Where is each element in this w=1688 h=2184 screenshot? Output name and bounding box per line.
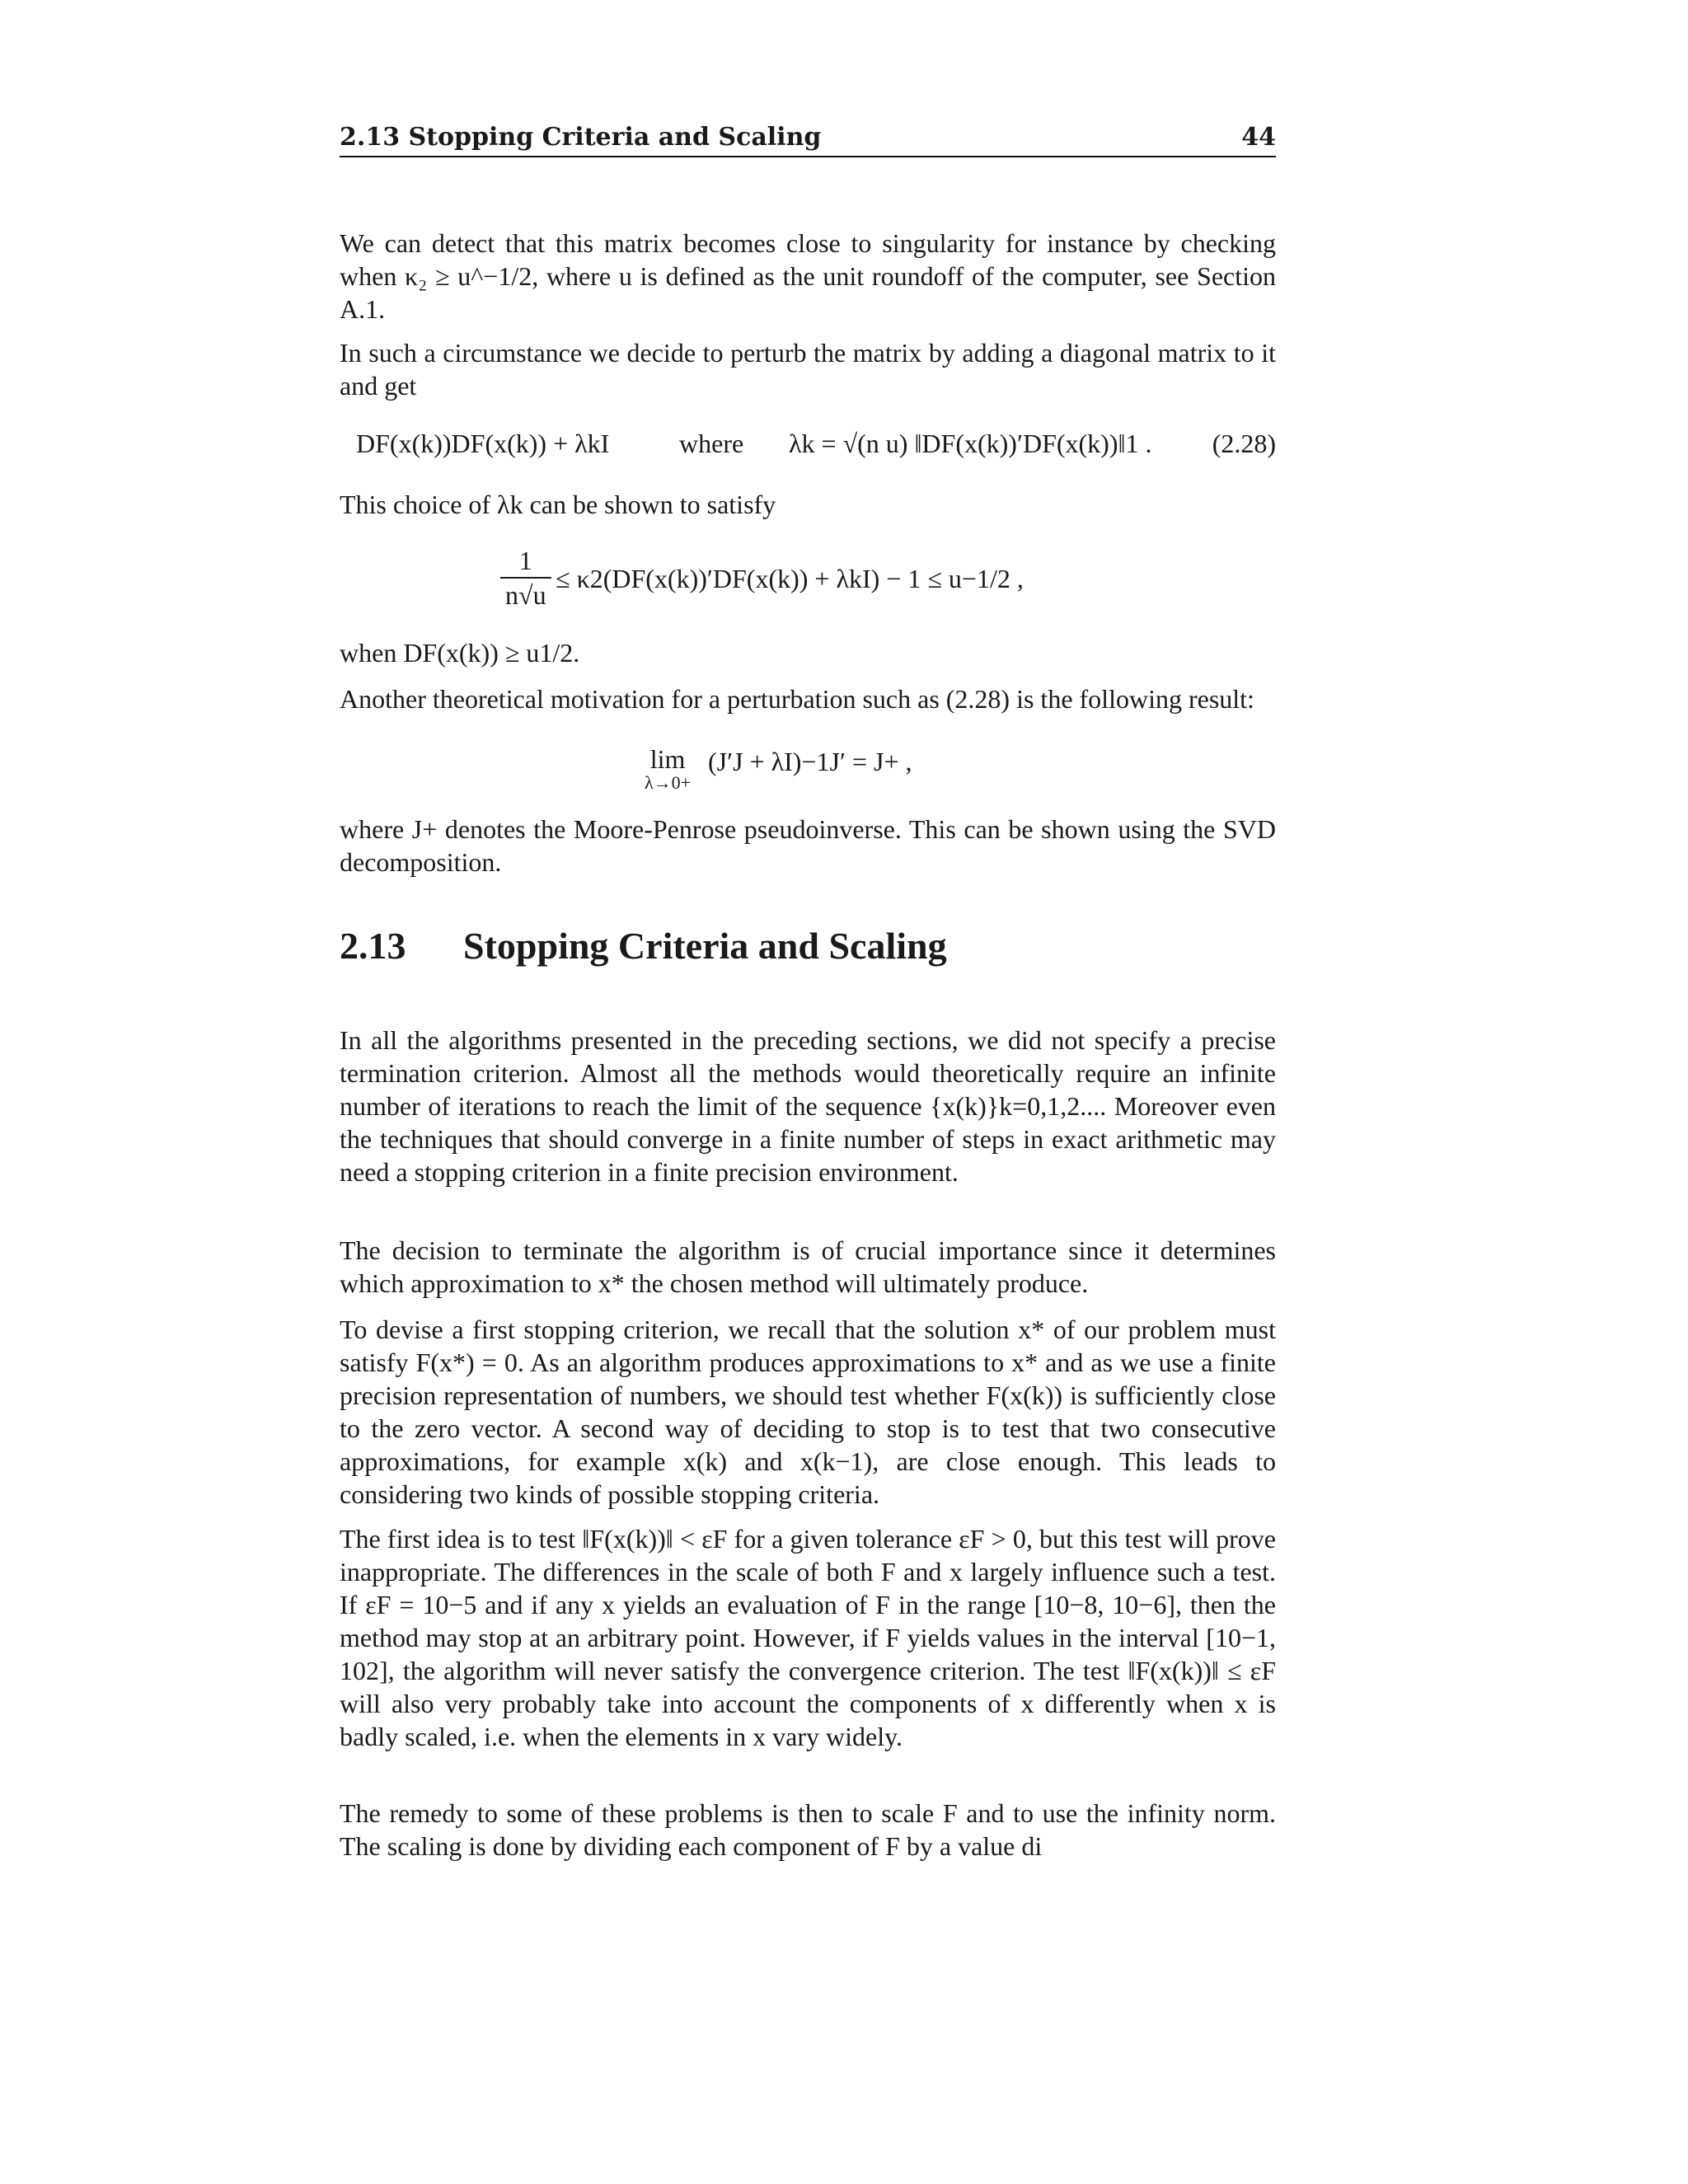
paragraph-2: In such a circumstance we decide to perturb the matrix by adding a diagonal matrix to it and get xyxy=(340,338,1276,401)
equation-lhs: DF(x(k))DF(x(k)) + λkI xyxy=(356,429,610,458)
limit-body: (J′J + λI)−1J′ = J+ , xyxy=(708,747,912,776)
running-header xyxy=(340,120,1276,157)
inequality-body: ≤ κ2(DF(x(k))′DF(x(k)) + λkI) − 1 ≤ u−1/2 , xyxy=(556,564,1024,593)
paragraph-7: In all the algorithms presented in the preceding sections, we did not specify a precise termination criterion. Almost all the methods would theoretically require an infinite number of iterations to reach the limit of the sequence {x(k)}k=0,1,2.... Moreover even the techniques that should converge in a finite number of steps in exact arithmetic may need a stopping criterion in a finite precision environment. xyxy=(340,1025,1276,1187)
paragraph-1: We can detect that this matrix becomes close to singularity for instance by checking when κ₂ ≥ u^−1/2, where u is defined as the unit roundoff of the computer, see Section A.1. xyxy=(340,228,1276,324)
paragraph-5: Another theoretical motivation for a perturbation such as (2.28) is the following result: xyxy=(340,684,1254,714)
section-title: Stopping Criteria and Scaling xyxy=(463,925,947,967)
inequality-fraction xyxy=(500,544,551,612)
section-number: 2.13 xyxy=(340,925,406,967)
limit-subscript: λ→0+ xyxy=(645,772,692,793)
limit-equation xyxy=(340,745,1276,794)
fraction-numerator: 1 xyxy=(500,544,551,579)
paragraph-11: The remedy to some of these problems is then to scale F and to use the infinity norm. The scaling is done by dividing each component of F by a value di xyxy=(340,1798,1276,1861)
limit-operator xyxy=(645,745,691,793)
section-heading xyxy=(340,923,947,969)
paragraph-8: The decision to terminate the algorithm is of crucial importance since it determines which approximation to x* the chosen method will ultimately produce. xyxy=(340,1235,1276,1298)
paragraph-9: To devise a first stopping criterion, we recall that the solution x* of our problem must satisfy F(x*) = 0. As an algorithm produces approximations to x* and as we use a finite precision representation of numbers, we should test whether F(x(k)) is sufficiently close to the zero vector. A second way of deciding to stop is to test that two consecutive approximations, for example x(k) and x(k−1), are close enough. This leads to considering two kinds of possible stopping criteria. xyxy=(340,1315,1276,1509)
paragraph-3: This choice of λk can be shown to satisfy xyxy=(340,490,776,519)
paragraph-6: where J+ denotes the Moore-Penrose pseudoinverse. This can be shown using the SVD decomposition. xyxy=(340,814,1276,877)
paragraph-4: when DF(x(k)) ≥ u1/2. xyxy=(340,638,580,668)
paragraph-10: The first idea is to test ‖F(x(k))‖ < εF for a given tolerance εF > 0, but this test will prove inappropriate. The differences in the scale of both F and x largely influence such a test. If εF = 10−5 and if any x yields an evaluation of F in the range [10−8, 10−6], then the method may stop at an arbitrary point. However, if F yields values in the interval [10−1, 102], the algorithm will never satisfy the convergence criterion. The test ‖F(x(k))‖ ≤ εF will also very probably take into account the components of x differently when x is badly scaled, i.e. when the elements in x vary widely. xyxy=(340,1524,1276,1751)
inequality xyxy=(340,544,1276,615)
equation-number: (2.28) xyxy=(1212,429,1276,458)
page-number: 44 xyxy=(1241,123,1276,152)
limit-label: lim xyxy=(649,744,686,774)
running-header-title: 2.13 Stopping Criteria and Scaling xyxy=(340,123,822,152)
fraction-denominator: n√u xyxy=(505,580,546,610)
equation-rhs: λk = √(n u) ‖DF(x(k))′DF(x(k))‖1 . xyxy=(789,429,1152,458)
equation-where: where xyxy=(679,429,744,458)
